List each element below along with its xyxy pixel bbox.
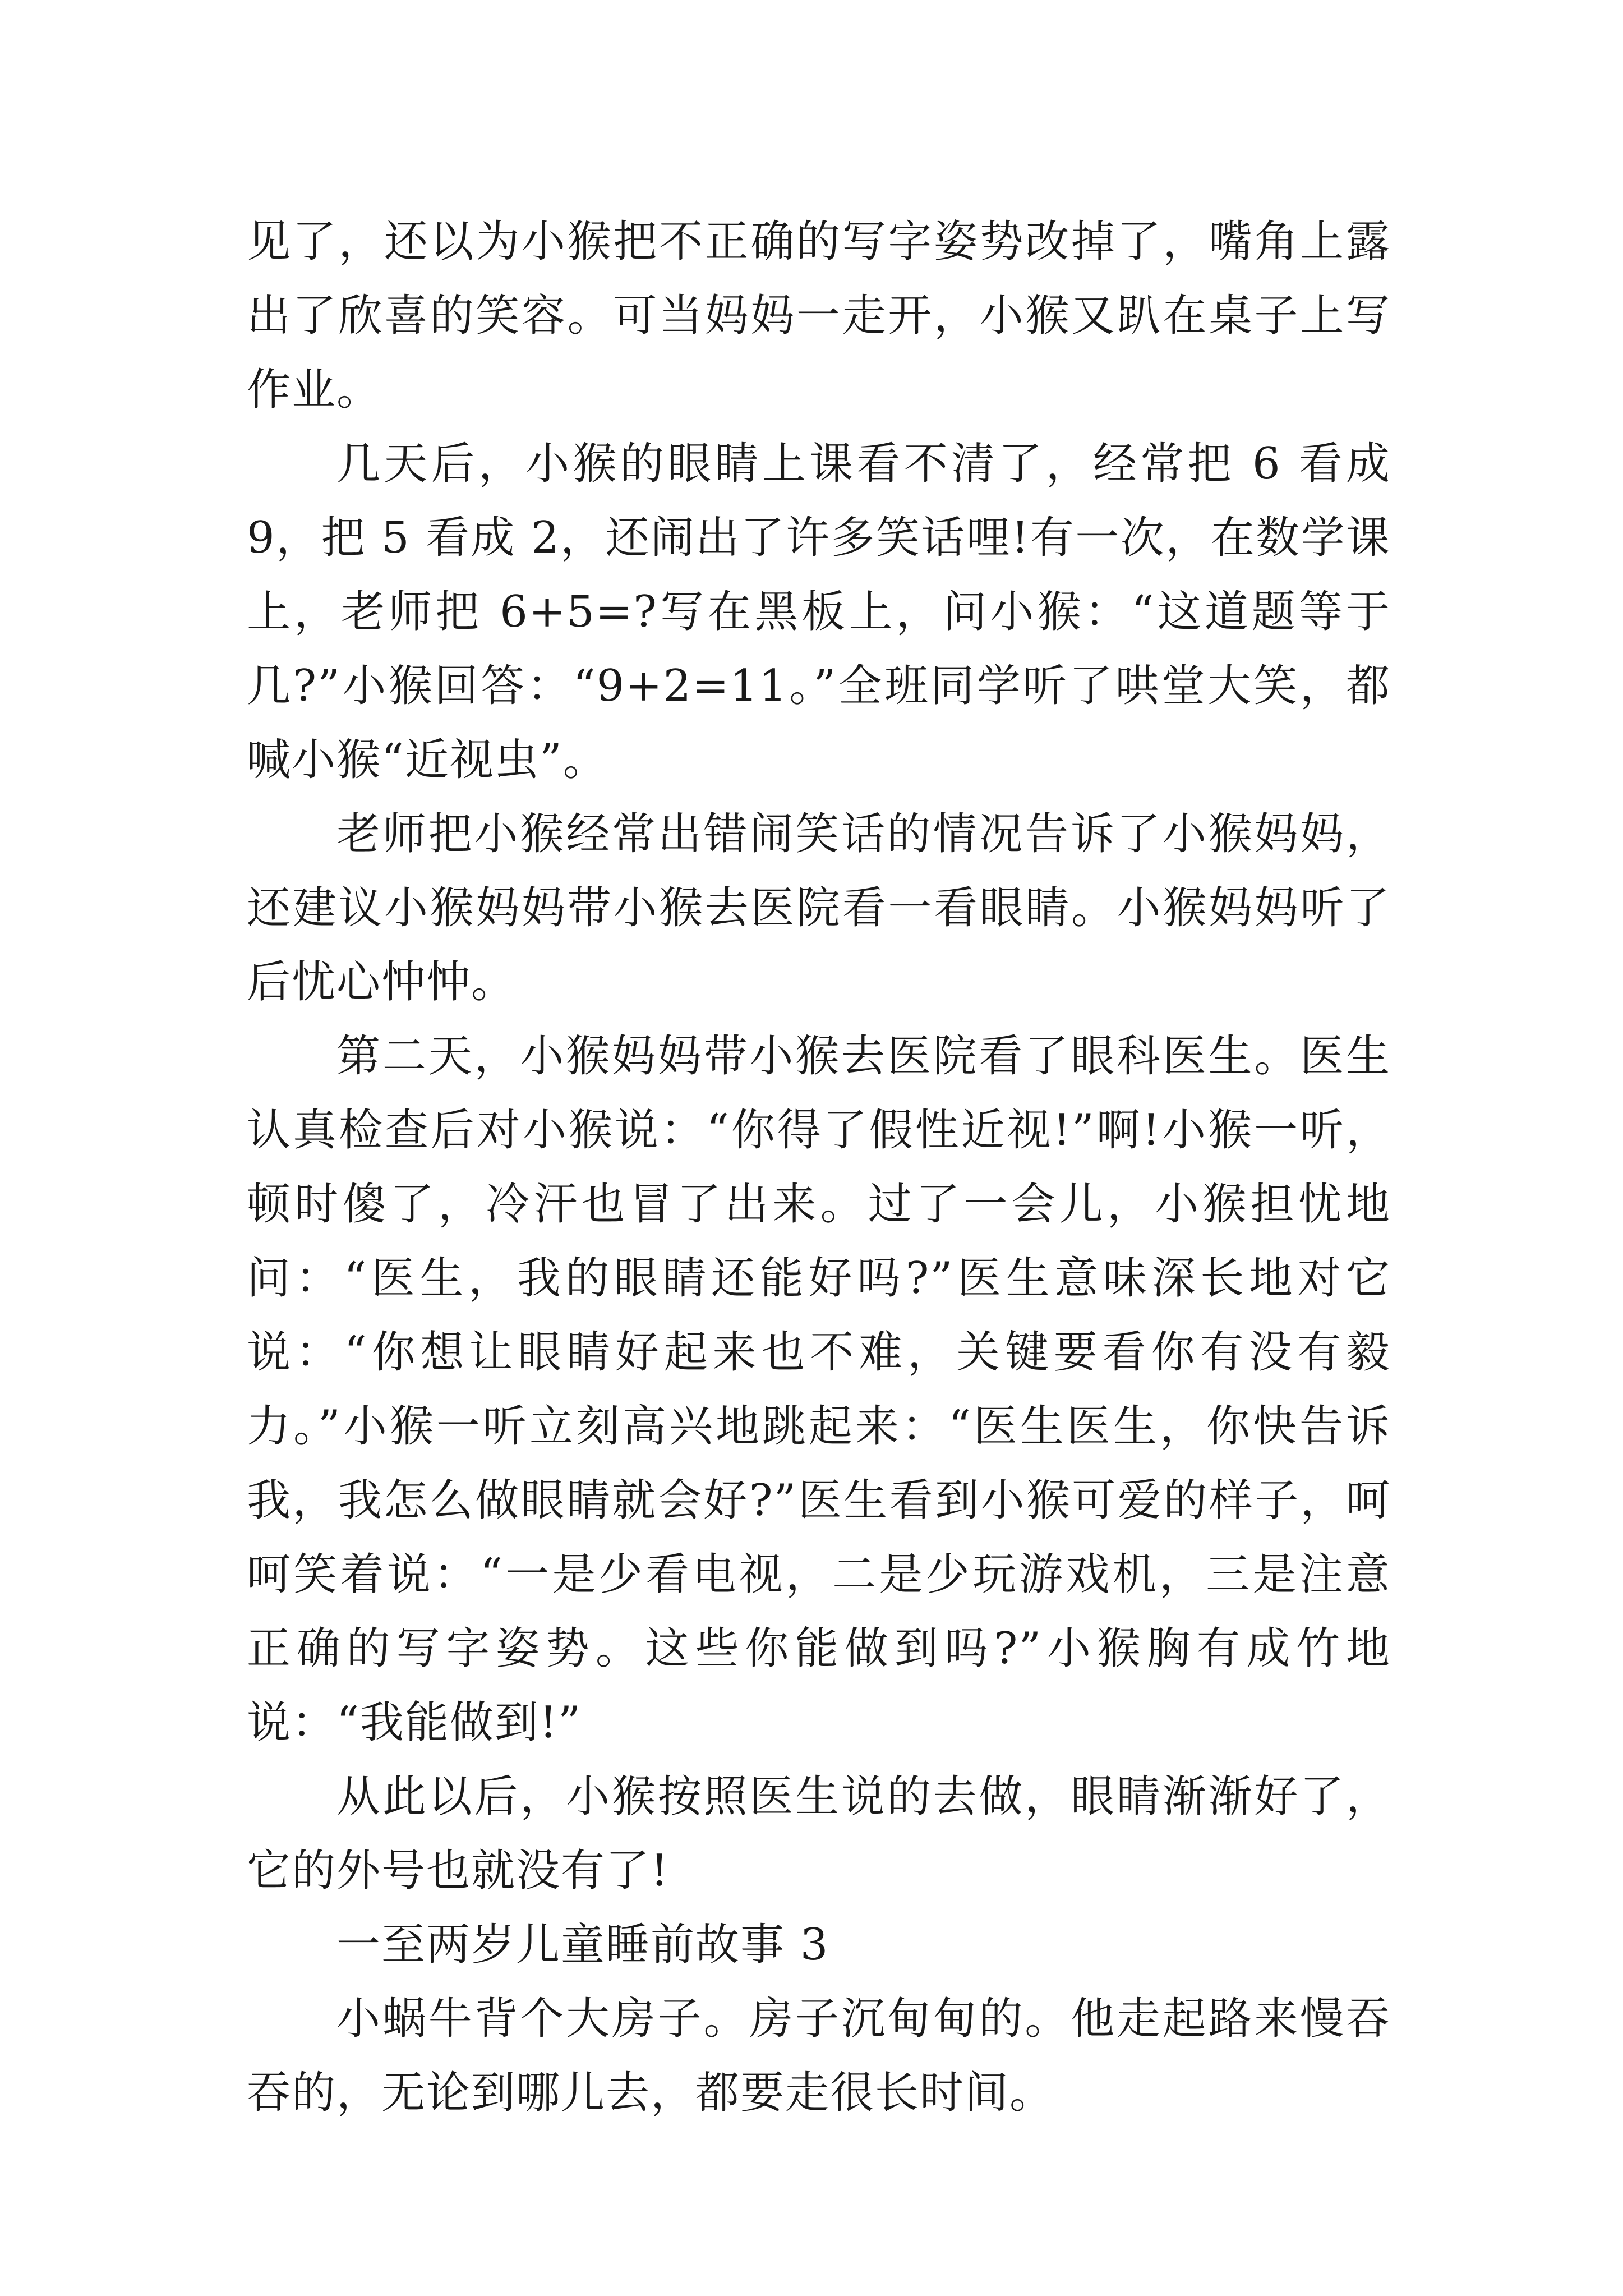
- paragraph-continued: 见了，还以为小猴把不正确的写字姿势改掉了，嘴角上露出了欣喜的笑容。可当妈妈一走开，小猴又趴在桌子上写作业。: [247, 217, 1391, 415]
- document-body: [247, 205, 1391, 2130]
- paragraph: 小蜗牛背个大房子。房子沉甸甸的。他走起路来慢吞吞的，无论到哪儿去，都要走很长时间。: [247, 1994, 1391, 2118]
- story-heading: 一至两岁儿童睡前故事 3: [336, 1920, 829, 1970]
- paragraph: 老师把小猴经常出错闹笑话的情况告诉了小猴妈妈，还建议小猴妈妈带小猴去医院看一看眼睛。小猴妈妈听了后忧心忡忡。: [247, 809, 1391, 1007]
- paragraph: 第二天，小猴妈妈带小猴去医院看了眼科医生。医生认真检查后对小猴说：“你得了假性近视!”啊!小猴一听，顿时傻了，冷汗也冒了出来。过了一会儿，小猴担忧地问：“医生，我的眼睛还能好吗?”医生意味深长地对它说：“你想让眼睛好起来也不难，关键要看你有没有毅力。”小猴一听立刻高兴地跳起来：“医生医生，你快告诉我，我怎么做眼睛就会好?”医生看到小猴可爱的样子，呵呵笑着说：“一是少看电视，二是少玩游戏机，三是注意正确的写字姿势。这些你能做到吗?”小猴胸有成竹地说：“我能做到!”: [247, 1031, 1391, 1748]
- paragraph: 几天后，小猴的眼睛上课看不清了，经常把 6 看成 9，把 5 看成 2，还闹出了许多笑话哩!有一次，在数学课上，老师把 6+5=?写在黑板上，问小猴：“这道题等于几?”小猴回答：“9+2=11。”全班同学听了哄堂大笑，都喊小猴“近视虫”。: [247, 439, 1391, 785]
- paragraph: 从此以后，小猴按照医生说的去做，眼睛渐渐好了，它的外号也就没有了!: [247, 1772, 1391, 1896]
